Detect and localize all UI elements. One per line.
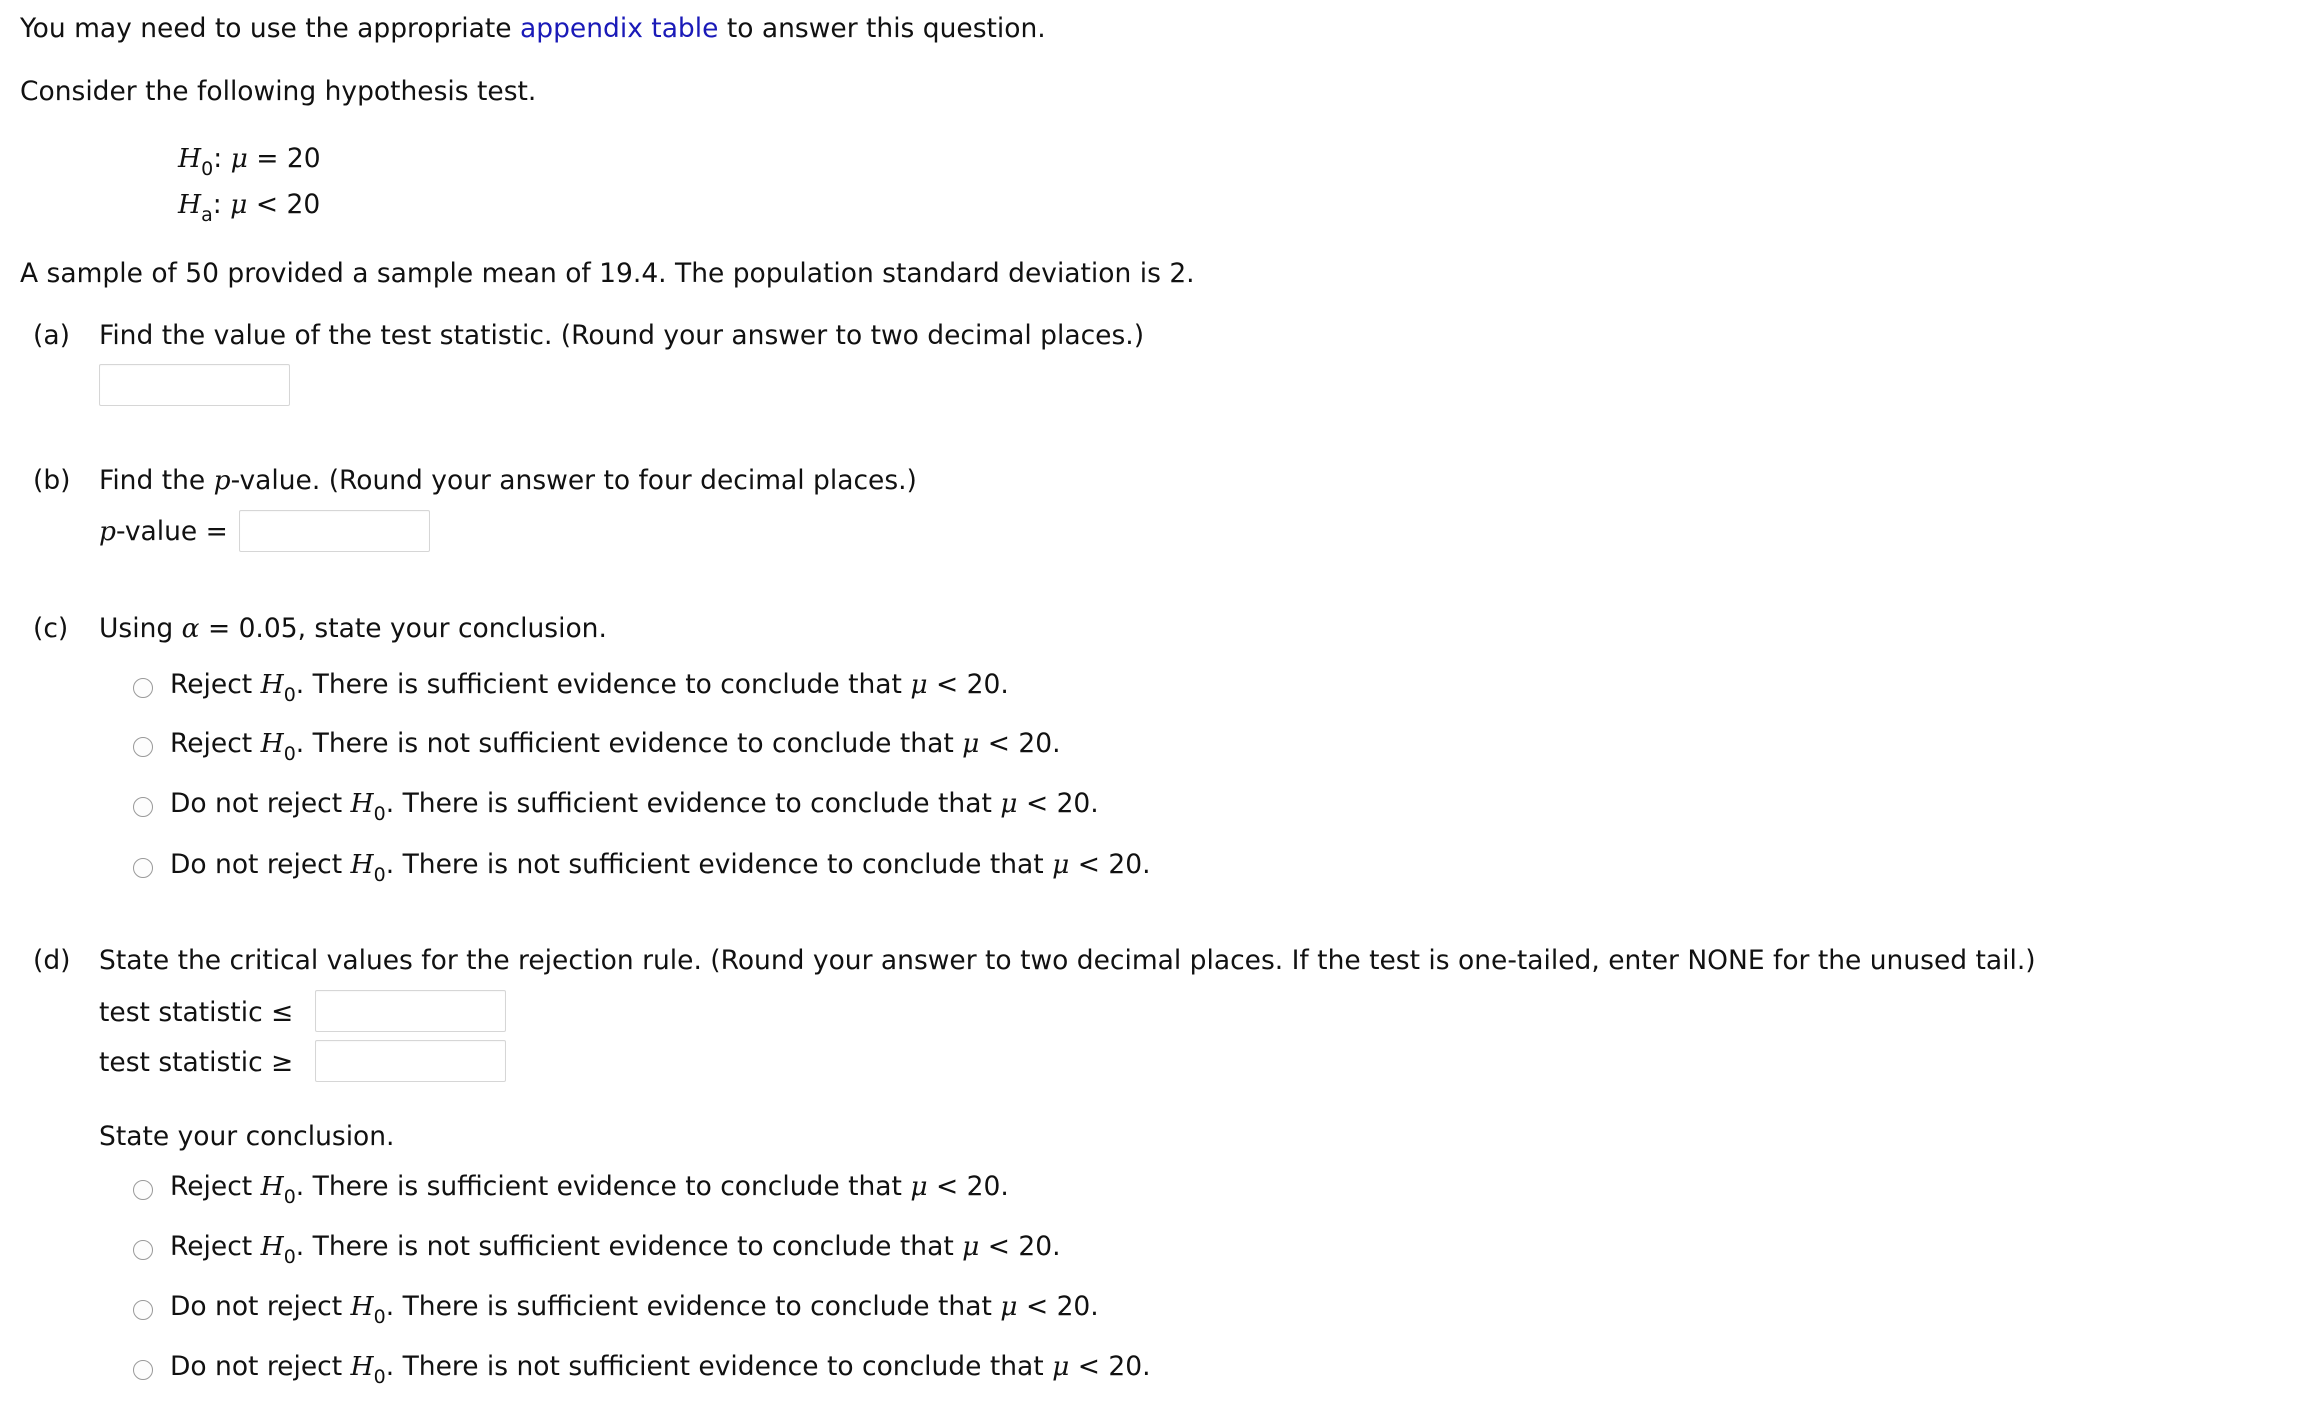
part-c-label: (c) [33,613,69,644]
opt-pre: Do not reject [170,849,351,880]
part-d-option-1[interactable] [170,1171,1009,1208]
part-d-option-1-radio[interactable] [133,1180,153,1200]
intro-prefix: You may need to use the appropriate [20,13,521,44]
ha-mu: μ [230,189,248,220]
part-c-option-1-radio[interactable] [133,678,153,698]
part-c-option-2-radio[interactable] [133,737,153,757]
intro-text [20,13,1046,44]
h0-sub: 0 [201,158,214,180]
part-d-option-3-radio[interactable] [133,1300,153,1320]
opt-mid: . There is sufficient evidence to conclude that [385,1291,1001,1322]
part-d-option-2[interactable] [170,1231,1061,1268]
opt-mu: μ [1000,1291,1018,1322]
alternative-hypothesis [178,189,321,226]
critical-value-upper-input[interactable] [315,1040,506,1082]
h0-mu: μ [230,143,248,174]
opt-mid: . There is not sufficient evidence to conclude that [385,849,1053,880]
opt-post: < 20. [979,1231,1061,1262]
opt-pre: Do not reject [170,1351,351,1382]
null-hypothesis [178,143,321,180]
part-c-q-post: = 0.05, state your conclusion. [199,613,607,644]
opt-pre: Reject [170,1231,261,1262]
part-d-label: (d) [33,945,71,976]
opt-sub: 0 [373,803,386,825]
part-d-option-4[interactable] [170,1351,1151,1388]
opt-mu: μ [962,728,980,759]
part-c-option-2[interactable] [170,728,1061,765]
opt-sub: 0 [283,1186,296,1208]
opt-mu: μ [1000,788,1018,819]
ha-relation: < 20 [255,189,321,220]
opt-post: < 20. [927,669,1009,700]
opt-var: H [260,1231,284,1262]
part-b-q-post: -value. (Round your answer to four decimal places.) [230,465,917,496]
opt-pre: Reject [170,1171,261,1202]
opt-mu: μ [910,1171,928,1202]
p-value-p: p [99,516,116,547]
part-c-option-4[interactable] [170,849,1151,886]
p-value-input[interactable] [239,510,430,552]
part-d-option-3[interactable] [170,1291,1099,1328]
opt-var: H [350,1351,374,1382]
test-statistic-ge-label: test statistic ≥ [99,1047,294,1078]
consider-text: Consider the following hypothesis test. [20,76,537,107]
part-c-option-3-radio[interactable] [133,797,153,817]
opt-mid: . There is not sufficient evidence to conclude that [385,1351,1053,1382]
opt-var: H [260,669,284,700]
opt-post: < 20. [1017,1291,1099,1322]
opt-mu: μ [1052,1351,1070,1382]
part-c-option-4-radio[interactable] [133,858,153,878]
h0-var: H [178,143,202,174]
opt-post: < 20. [927,1171,1009,1202]
part-c-q-pre: Using [99,613,182,644]
opt-var: H [260,728,284,759]
opt-post: < 20. [979,728,1061,759]
part-b-q-pre: Find the [99,465,214,496]
ha-colon: : [212,189,222,220]
opt-mu: μ [962,1231,980,1262]
h0-colon: : [213,143,223,174]
opt-mid: . There is not sufficient evidence to conclude that [295,728,963,759]
opt-var: H [350,1291,374,1322]
part-d-question: State the critical values for the rejection rule. (Round your answer to two decimal places. If the test is one-tailed, enter NONE for the unused tail.) [99,945,2036,976]
part-c-option-1[interactable] [170,669,1009,706]
opt-mid: . There is sufficient evidence to conclude that [295,669,911,700]
opt-sub: 0 [283,743,296,765]
p-value-text: -value = [115,516,228,547]
opt-sub: 0 [373,1366,386,1388]
opt-post: < 20. [1017,788,1099,819]
opt-sub: 0 [283,1246,296,1268]
state-conclusion-prompt: State your conclusion. [99,1121,395,1152]
part-c-option-3[interactable] [170,788,1099,825]
part-c-question [99,613,607,644]
opt-pre: Reject [170,728,261,759]
critical-value-lower-input[interactable] [315,990,506,1032]
opt-pre: Do not reject [170,1291,351,1322]
opt-mid: . There is sufficient evidence to conclude that [385,788,1001,819]
opt-post: < 20. [1069,1351,1151,1382]
ha-sub: a [201,204,213,226]
sample-text: A sample of 50 provided a sample mean of 19.4. The population standard deviation is 2. [20,258,1195,289]
opt-var: H [350,849,374,880]
part-a-question: Find the value of the test statistic. (Round your answer to two decimal places.) [99,320,1145,351]
opt-pre: Reject [170,669,261,700]
part-d-option-2-radio[interactable] [133,1240,153,1260]
part-b-label: (b) [33,465,71,496]
part-b-q-p: p [213,465,231,496]
part-a-label: (a) [33,320,70,351]
opt-post: < 20. [1069,849,1151,880]
intro-suffix: to answer this question. [718,13,1046,44]
test-statistic-le-label: test statistic ≤ [99,997,294,1028]
h0-relation: = 20 [256,143,321,174]
opt-sub: 0 [373,864,386,886]
opt-pre: Do not reject [170,788,351,819]
part-b-question [99,465,917,496]
ha-var: H [178,189,202,220]
appendix-table-link[interactable]: appendix table [520,13,719,44]
part-d-option-4-radio[interactable] [133,1360,153,1380]
opt-mid: . There is sufficient evidence to conclude that [295,1171,911,1202]
test-statistic-input[interactable] [99,364,290,406]
opt-sub: 0 [283,684,296,706]
opt-var: H [260,1171,284,1202]
opt-mu: μ [1052,849,1070,880]
opt-mid: . There is not sufficient evidence to conclude that [295,1231,963,1262]
opt-sub: 0 [373,1306,386,1328]
opt-mu: μ [910,669,928,700]
p-value-label [99,516,228,547]
alpha-symbol: α [181,613,200,644]
opt-var: H [350,788,374,819]
